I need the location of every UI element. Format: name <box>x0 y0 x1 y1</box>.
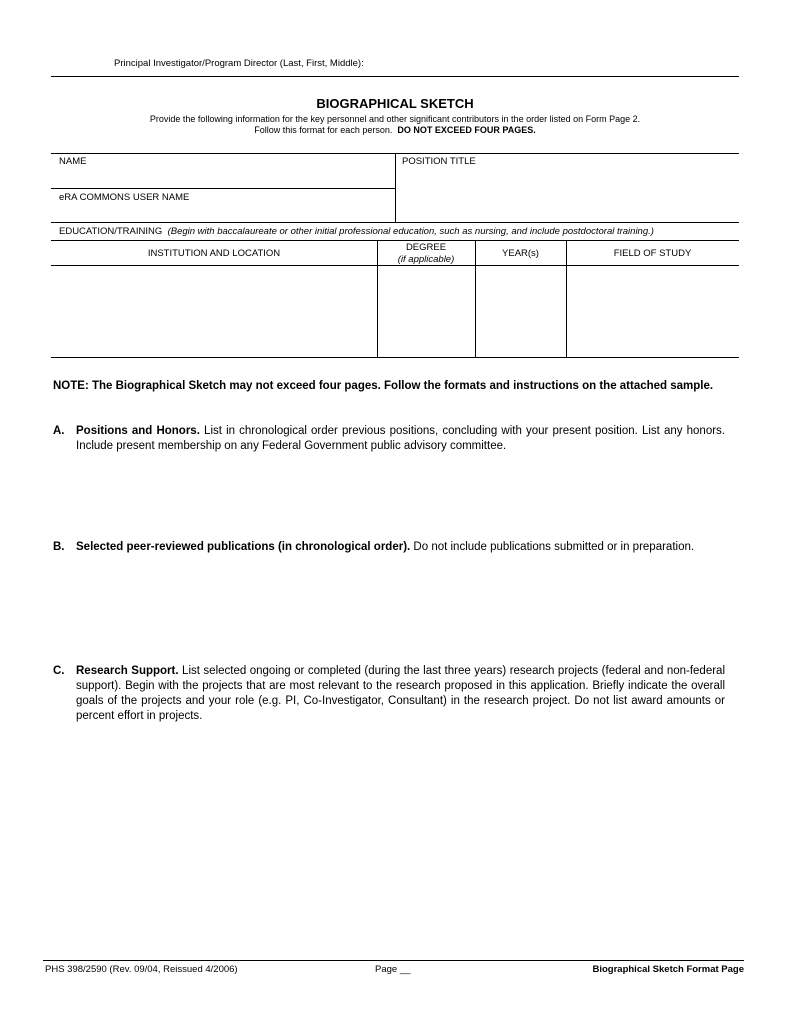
pi-name-label: Principal Investigator/Program Director (Last, First, Middle): <box>114 58 364 69</box>
section-a-heading: Positions and Honors. <box>76 425 200 437</box>
education-header-top <box>51 240 739 241</box>
page-number: Page __ <box>375 964 411 975</box>
education-training-label <box>59 226 654 237</box>
education-training-note: (Begin with baccalaureate or other initial professional education, such as nursing, and include postdoctoral training.) <box>167 226 654 237</box>
footer-divider <box>43 960 744 961</box>
section-c-heading: Research Support. <box>76 665 179 677</box>
section-c <box>53 664 725 724</box>
column-header-degree <box>377 242 475 266</box>
position-title-field-label: POSITION TITLE <box>402 156 476 167</box>
column-header-years: YEAR(s) <box>502 248 539 259</box>
name-field-label: NAME <box>59 156 87 167</box>
section-b <box>53 540 725 555</box>
column-header-institution: INSTITUTION AND LOCATION <box>147 248 281 259</box>
instructions-page-limit: DO NOT EXCEED FOUR PAGES. <box>397 125 536 135</box>
section-b-letter: B. <box>53 541 65 553</box>
section-a-letter: A. <box>53 425 65 437</box>
section-b-text: Do not include publications submitted or in preparation. <box>413 541 695 553</box>
page-limit-note: NOTE: The Biographical Sketch may not exceed four pages. Follow the formats and instructions on the attached sample. <box>53 380 714 392</box>
section-c-letter: C. <box>53 665 65 677</box>
page-title: BIOGRAPHICAL SKETCH <box>316 96 474 111</box>
era-commons-field-label: eRA COMMONS USER NAME <box>59 192 190 203</box>
education-training-title: EDUCATION/TRAINING <box>59 226 163 237</box>
degree-label: DEGREE <box>405 242 447 253</box>
section-a-text: List in chronological order previous positions, concluding with your present position. List any honors. Include present membership on any Federal Government public advisory committee. <box>76 425 725 452</box>
section-c-text: List selected ongoing or completed (during the last three years) research projects (federal and non-federal support). Begin with the projects that are most relevant to the research proposed in this application. Briefly indicate the overall goals of the projects and your role (e.g. PI, Co-Investigator, Consultant) in the research project. Do not list award amounts or percent effort in projects. <box>76 665 726 722</box>
education-top-border <box>51 222 739 223</box>
instructions-line-1: Provide the following information for the key personnel and other significant contributors in the order listed on Form Page 2. <box>149 114 641 124</box>
instructions-line-2 <box>0 125 790 135</box>
form-id: PHS 398/2590 (Rev. 09/04, Reissued 4/2006) <box>45 964 238 975</box>
name-position-divider <box>395 153 396 222</box>
header-divider <box>51 76 739 77</box>
name-era-divider <box>51 188 395 189</box>
education-bottom-border <box>51 357 739 358</box>
instructions-format-text: Follow this format for each person. <box>254 125 393 135</box>
column-header-field: FIELD OF STUDY <box>613 248 692 259</box>
section-a <box>53 424 725 454</box>
degree-note: (if applicable) <box>397 254 455 265</box>
section-b-heading: Selected peer-reviewed publications (in chronological order). <box>76 541 411 553</box>
format-page-label: Biographical Sketch Format Page <box>592 964 744 975</box>
